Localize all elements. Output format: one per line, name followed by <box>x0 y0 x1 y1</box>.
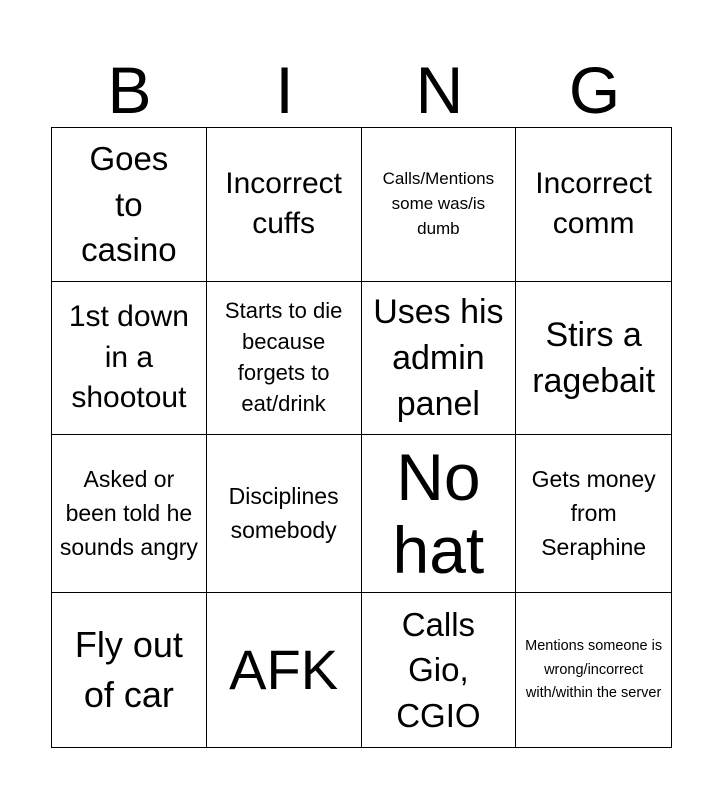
bingo-cell[interactable] <box>207 593 362 747</box>
bingo-cell[interactable] <box>516 593 671 747</box>
bingo-cell[interactable] <box>362 593 517 747</box>
bingo-cell[interactable] <box>516 128 671 282</box>
bingo-header <box>52 52 672 128</box>
header-letter-i: I <box>275 53 294 127</box>
bingo-cell[interactable] <box>207 435 362 593</box>
bingo-cell-label: Disciplines somebody <box>228 483 339 543</box>
bingo-cell-label: Mentions someone is wrong/incorrect with/within the server <box>525 638 663 701</box>
bingo-cell-label: Starts to die because forgets to eat/drink <box>224 298 343 416</box>
bingo-cell-label: AFK <box>229 638 339 702</box>
bingo-cell[interactable] <box>52 435 207 593</box>
bingo-cell-label: No hat <box>392 440 485 587</box>
header-letter-n: N <box>415 53 464 127</box>
bingo-cell[interactable] <box>52 593 207 747</box>
bingo-cell-label: Incorrect cuffs <box>225 166 342 241</box>
bingo-cell[interactable] <box>52 128 207 282</box>
bingo-cell-label: Calls Gio, CGIO <box>396 605 481 734</box>
header-letter-g: G <box>568 53 621 127</box>
bingo-cell[interactable] <box>516 435 671 593</box>
bingo-cell-label: Goes to casino <box>81 140 177 269</box>
bingo-cell[interactable] <box>516 282 671 436</box>
bingo-cell-label: Fly out of car <box>74 623 183 716</box>
bingo-cell-label: Asked or been told he sounds angry <box>59 466 198 560</box>
bingo-cell[interactable] <box>362 282 517 436</box>
bingo-cell[interactable] <box>362 435 517 593</box>
bingo-cell[interactable] <box>207 128 362 282</box>
bingo-cell-label: 1st down in a shootout <box>68 300 189 415</box>
bingo-cell[interactable] <box>52 282 207 436</box>
bingo-cell-label: Uses his admin panel <box>373 292 504 424</box>
bingo-board <box>51 127 672 748</box>
header-letter-b: B <box>107 53 152 127</box>
bingo-cell-label: Gets money from Seraphine <box>531 466 656 560</box>
bingo-cell[interactable] <box>207 282 362 436</box>
bingo-cell-label: Calls/Mentions some was/is dumb <box>382 169 495 238</box>
bingo-cell-label: Stirs a ragebait <box>532 315 656 400</box>
bingo-cell[interactable] <box>362 128 517 282</box>
bingo-cell-label: Incorrect comm <box>535 166 652 241</box>
